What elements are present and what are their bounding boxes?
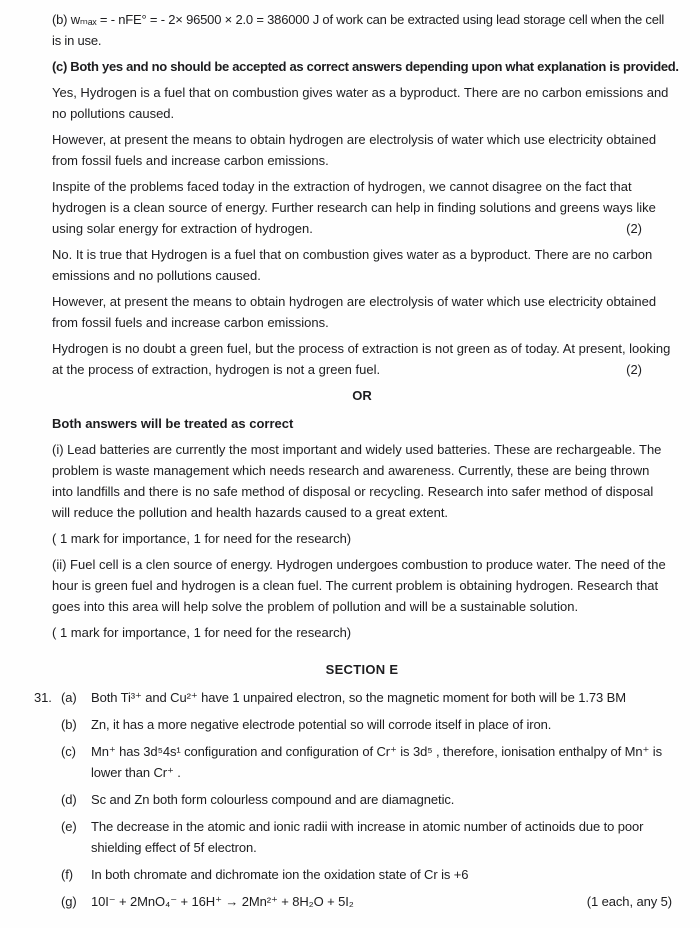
answer-30c-evaluation-note [52, 56, 679, 77]
question-number-spacer [34, 789, 61, 810]
answer-30c-however-paragraph [52, 129, 672, 171]
question-number-spacer [34, 741, 61, 783]
part-label: (a) [61, 690, 77, 705]
answer-text: Both answers will be treated as correct [52, 416, 294, 431]
answer-text: (i) Lead batteries are currently the most important and widely used batteries. These are rechargeable. The problem is waste management which needs research and awareness. Currently, these are being thrown into landfills and there is no safe method of disposal or recycling. Research into safer method of disposal will reduce the pollution and health hazards caused to a great extent. [52, 442, 662, 520]
answer-30c-yes-paragraph [52, 82, 672, 124]
answer-31b-row [34, 714, 672, 735]
answer-text: However, at present the means to obtain hydrogen are electrolysis of water which use electricity obtained from fossil fuels and increase carbon emissions. [52, 294, 657, 330]
answer-text: Hydrogen is no doubt a green fuel, but the process of extraction is not green as of today. At present, looking at the process of extraction, hydrogen is not a green fuel. [52, 341, 671, 377]
answer-text: However, at present the means to obtain hydrogen are electrolysis of water which use electricity obtained from fossil fuels and increase carbon emissions. [52, 132, 657, 168]
answer-text: ( 1 mark for importance, 1 for need for the research) [52, 625, 352, 640]
answer-30c-no-paragraph [52, 244, 672, 286]
part-label: (f) [61, 867, 73, 882]
answer-text: (c) Both yes and no should be accepted as correct answers depending upon what explanation is provided. [52, 59, 679, 74]
marks-badge: (2) [626, 221, 642, 236]
question-number-spacer [34, 864, 61, 885]
answer-31g-row [34, 891, 672, 912]
answer-text: In both chromate and dichromate ion the oxidation state of Cr is +6 [91, 867, 469, 882]
answer-text: Both Ti³⁺ and Cu²⁺ have 1 unpaired electron, so the magnetic moment for both will be 1.73 BM [91, 690, 626, 705]
answer-31c-row [34, 741, 672, 783]
answer-text: Sc and Zn both form colourless compound and are diamagnetic. [91, 792, 455, 807]
part-label: (c) [61, 744, 76, 759]
question-31-answers [34, 687, 672, 912]
answer-31d-row [34, 789, 672, 810]
both-answers-note [52, 413, 672, 434]
question-number-spacer [34, 816, 61, 858]
answer-31a-row [34, 687, 672, 708]
section-e-heading: SECTION E [325, 662, 399, 677]
answer-31e-row [34, 816, 672, 858]
answer-text: Inspite of the problems faced today in the extraction of hydrogen, we cannot disagree on the fact that hydrogen is a clean source of energy. Further research can help in finding solutions and greens ways like using solar energy for extraction of hydrogen. [52, 179, 656, 236]
answer-text: The decrease in the atomic and ionic radii with increase in atomic number of actinoids due to poor shielding effect of 5f electron. [91, 819, 644, 855]
question-number-spacer [34, 891, 61, 912]
answer-text: Mn⁺ has 3d⁵4s¹ configuration and configuration of Cr⁺ is 3d⁵ , therefore, ionisation enthalpy of Mn⁺ is lower than Cr⁺ . [91, 744, 662, 780]
answer-text: No. It is true that Hydrogen is a fuel that on combustion gives water as a byproduct. There are no carbon emissions and no pollutions caused. [52, 247, 653, 283]
answer-text: (ii) Fuel cell is a clen source of energy. Hydrogen undergoes combustion to produce water. The need of the hour is green fuel and hydrogen is a clean fuel. The current problem is obtaining hydrogen. Research that goes into this area will help solve the problem of pollution and will be a sustainable solution. [52, 557, 666, 614]
part-label: (b) [61, 717, 77, 732]
answer-text: Yes, Hydrogen is a fuel that on combustion gives water as a byproduct. There are no carbon emissions and no pollutions caused. [52, 85, 669, 121]
marks-badge: (2) [626, 362, 642, 377]
marks-badge: (1 each, any 5) [586, 894, 672, 909]
answer-30b-work-calculation [52, 9, 672, 51]
answer-or-ii-fuel-cell [52, 554, 672, 617]
part-label: (e) [61, 819, 77, 834]
answer-31f-row [34, 864, 672, 885]
answer-30c-however2-paragraph [52, 291, 672, 333]
answer-30c-inspite-paragraph [52, 176, 672, 239]
part-label: (d) [61, 792, 77, 807]
or-separator: OR [352, 388, 372, 403]
answer-text: (b) wₘₐₓ = - nFE° = - 2× 96500 × 2.0 = 386000 J of work can be extracted using lead storage cell when the cell is in use. [52, 12, 665, 48]
answer-equation-line [91, 891, 672, 912]
marking-note-i [52, 528, 672, 549]
answer-text: ( 1 mark for importance, 1 for need for the research) [52, 531, 352, 546]
part-label: (g) [61, 894, 77, 909]
answer-or-i-lead-batteries [52, 439, 672, 523]
question-number-spacer [34, 714, 61, 735]
marking-note-ii [52, 622, 672, 643]
answer-30c-conclusion-paragraph [52, 338, 672, 380]
answer-text: Zn, it has a more negative electrode potential so will corrode itself in place of iron. [91, 717, 552, 732]
chemical-equation: 10I⁻ + 2MnO₄⁻ + 16H⁺ → 2Mn²⁺ + 8H₂O + 5I₂ [91, 894, 354, 909]
question-number: 31. [34, 690, 52, 705]
